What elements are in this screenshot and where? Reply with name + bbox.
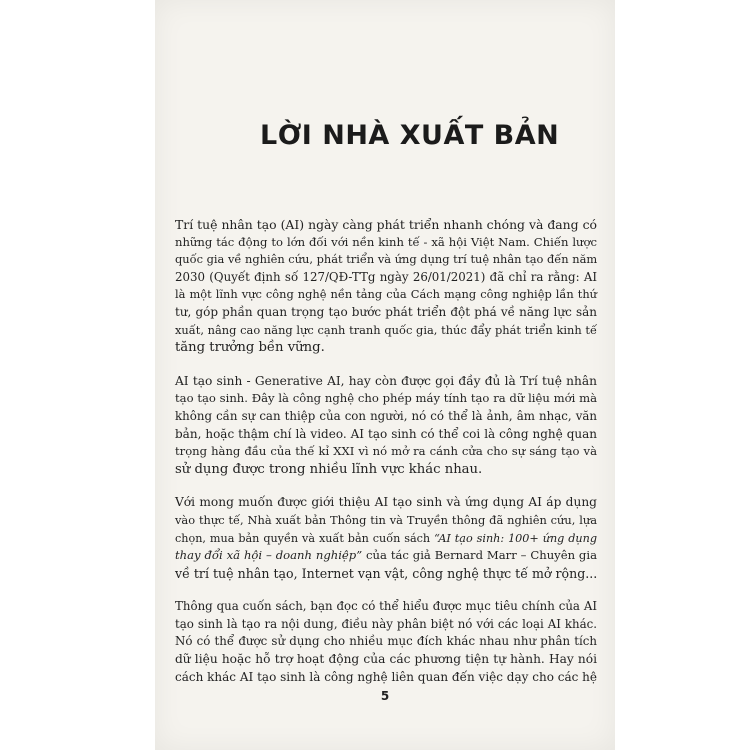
text-line: không cần sự can thiệp của con người, nó có thể là ảnh, âm nhạc, văn	[175, 408, 597, 423]
book-title-part: “AI tạo sinh: 100+ ứng dụng	[434, 531, 597, 545]
text-run: chọn, mua bản quyền và xuất bản cuốn sách	[175, 531, 435, 545]
text-line: Nó có thể được sử dụng cho nhiều mục đích khác nhau như phân tích	[175, 634, 597, 649]
page-title: LỜI NHÀ XUẤT BẢN	[260, 120, 560, 151]
page-number: 5	[380, 689, 390, 703]
text-line: vào thực tế, Nhà xuất bản Thông tin và Truyền thông đã nghiên cứu, lựa	[175, 512, 597, 527]
text-line: Với mong muốn được giới thiệu AI tạo sinh và ứng dụng AI áp dụng	[175, 495, 597, 510]
text-line: xuất, nâng cao năng lực cạnh tranh quốc gia, thúc đẩy phát triển kinh tế	[175, 322, 597, 337]
text-line: quốc gia về nghiên cứu, phát triển và ứng dụng trí tuệ nhân tạo đến năm	[175, 252, 598, 267]
text-line: AI tạo sinh - Generative AI, hay còn được gọi đầy đủ là Trí tuệ nhân	[175, 373, 597, 388]
paragraph	[175, 494, 597, 582]
text-line: Thông qua cuốn sách, bạn đọc có thể hiểu được mục tiêu chính của AI	[175, 599, 597, 614]
paragraph	[175, 373, 597, 479]
text-line: là một lĩnh vực công nghệ nền tảng của Cách mạng công nghiệp lần thứ	[175, 287, 597, 302]
text-line: tạo sinh là tạo ra nội dung, điều này phân biệt nó với các loại AI khác.	[175, 616, 597, 631]
text-run: của tác giả Bernard Marr – Chuyên gia	[362, 548, 597, 563]
text-line: 2030 (Quyết định số 127/QĐ-TTg ngày 26/01/2021) đã chỉ ra rằng: AI	[175, 269, 597, 284]
text-line: Trí tuệ nhân tạo (AI) ngày càng phát triển nhanh chóng và đang có	[175, 217, 597, 232]
text-line: sử dụng được trong nhiều lĩnh vực khác nhau.	[175, 461, 483, 477]
book-page	[155, 0, 615, 750]
text-line: tạo tạo sinh. Đây là công nghệ cho phép máy tính tạo ra dữ liệu mới mà	[175, 391, 597, 406]
text-line: về trí tuệ nhân tạo, Internet vạn vật, công nghệ thực tế mở rộng...	[175, 565, 598, 581]
paragraph	[175, 216, 597, 357]
text-line: trọng hàng đầu của thế kỉ XXI vì nó mở ra cánh cửa cho sự sáng tạo và	[175, 444, 597, 459]
page-body	[175, 216, 597, 702]
text-line: tăng trưởng bền vững.	[175, 340, 325, 356]
text-line: tư, góp phần quan trọng tạo bước phát triển đột phá về năng lực sản	[175, 304, 597, 319]
text-line: cách khác AI tạo sinh là công nghệ liên quan đến việc dạy cho các hệ	[175, 669, 597, 684]
text-line: dữ liệu hoặc hỗ trợ hoạt động của các phương tiện tự hành. Hay nói	[175, 652, 597, 667]
text-line: bản, hoặc thậm chí là video. AI tạo sinh có thể coi là công nghệ quan	[175, 426, 597, 441]
text-line	[175, 547, 597, 565]
paragraph	[175, 598, 597, 686]
text-line: những tác động to lớn đối với nền kinh tế - xã hội Việt Nam. Chiến lược	[175, 234, 597, 249]
book-title-part: thay đổi xã hội – doanh nghiệp”	[175, 548, 363, 563]
text-line	[175, 530, 597, 548]
